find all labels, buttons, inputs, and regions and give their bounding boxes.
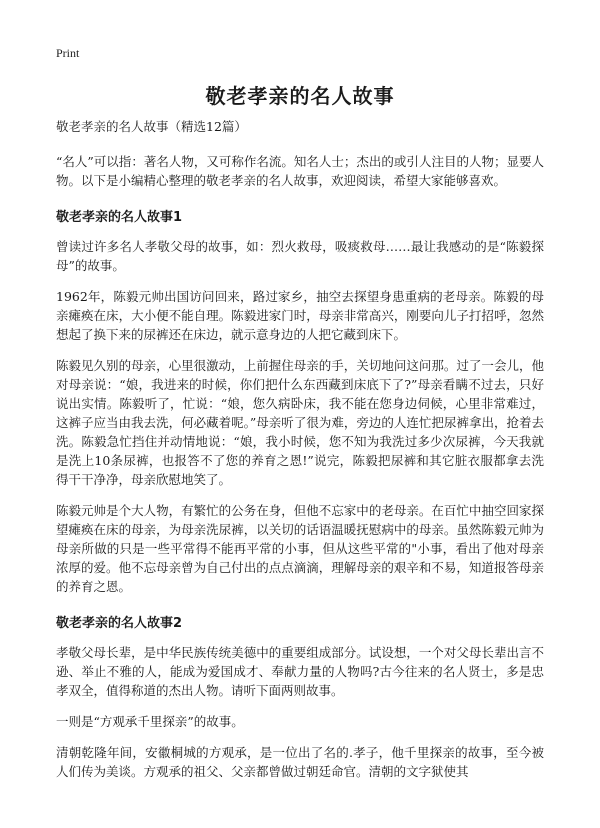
subtitle: 敬老孝亲的名人故事（精选12篇） — [56, 119, 247, 134]
section-heading-1: 敬老孝亲的名人故事1 — [56, 210, 183, 225]
paragraph: 陈毅元帅是个大人物，有繁忙的公务在身，但他不忘家中的老母亲。在百忙中抽空回家探望瘫痪在床的母亲，为母亲洗尿裤，以关切的话语温暖抚慰病中的母亲。虽然陈毅元帅为母亲所做的只是一些平常得不能再平常的小事，但从这些平常的"小事，看出了他对母亲浓厚的爱。他不忘母亲曾为自己付出的点点滴滴，理解母亲的艰辛和不易，知道报答母亲的养育之恩。 — [56, 503, 544, 594]
paragraph: 一则是“方观承千里探亲”的故事。 — [56, 714, 244, 729]
paragraph: 陈毅见久别的母亲，心里很激动，上前握住母亲的手，关切地问这问那。过了一会儿，他对母亲说：“娘，我进来的时候，你们把什么东西藏到床底下了?”母亲看瞒不过去，只好说出实情。陈毅听了，忙说：“娘，您久病卧床，我不能在您身边伺候，心里非常难过，这裤子应当由我去洗，何必藏着呢。”母亲听了很为难，旁边的人连忙把尿裤拿出，抢着去洗。陈毅急忙挡住并动情地说：“娘，我小时候，您不知为我洗过多少次尿裤，今天我就是洗上10条尿裤，也报答不了您的养育之恩!”说完，陈毅把尿裤和其它脏衣服都拿去洗得干干净净，母亲欣慰地笑了。 — [56, 358, 544, 487]
paragraph: 孝敬父母长辈，是中华民族传统美德中的重要组成部分。试设想，一个对父母长辈出言不逊、举止不雅的人，能成为爱国成才、奉献力量的人物吗?古今往来的名人贤士，多是忠孝双全，值得称道的杰出人物。请听下面两则故事。 — [56, 645, 544, 698]
paragraph: 清朝乾隆年间，安徽桐城的方观承，是一位出了名的.孝子，他千里探亲的故事，至今被人们传为美谈。方观承的祖父、父亲都曾做过朝廷命官。清朝的文字狱使其 — [56, 745, 544, 779]
paragraph: 曾读过许多名人孝敬父母的故事，如：烈火救母，吸痰救母……最让我感动的是“陈毅探母”的故事。 — [56, 239, 544, 273]
paragraph: 1962年，陈毅元帅出国访问回来，路过家乡，抽空去探望身患重病的老母亲。陈毅的母亲瘫痪在床，大小便不能自理。陈毅进家门时，母亲非常高兴，刚要向儿子打招呼，忽然想起了换下来的尿裤还在床边，就示意身边的人把它藏到床下。 — [56, 289, 544, 342]
print-link[interactable]: Print — [56, 46, 80, 60]
section-heading-2: 敬老孝亲的名人故事2 — [56, 616, 183, 631]
article-body — [56, 117, 544, 793]
page-title: 敬老孝亲的名人故事 — [205, 84, 395, 108]
intro-paragraph: “名人”可以指：著名人物，又可称作名流。知名人士；杰出的或引人注目的人物；显要人物。以下是小编精心整理的敬老孝亲的名人故事，欢迎阅读，希望大家能够喜欢。 — [56, 154, 544, 188]
